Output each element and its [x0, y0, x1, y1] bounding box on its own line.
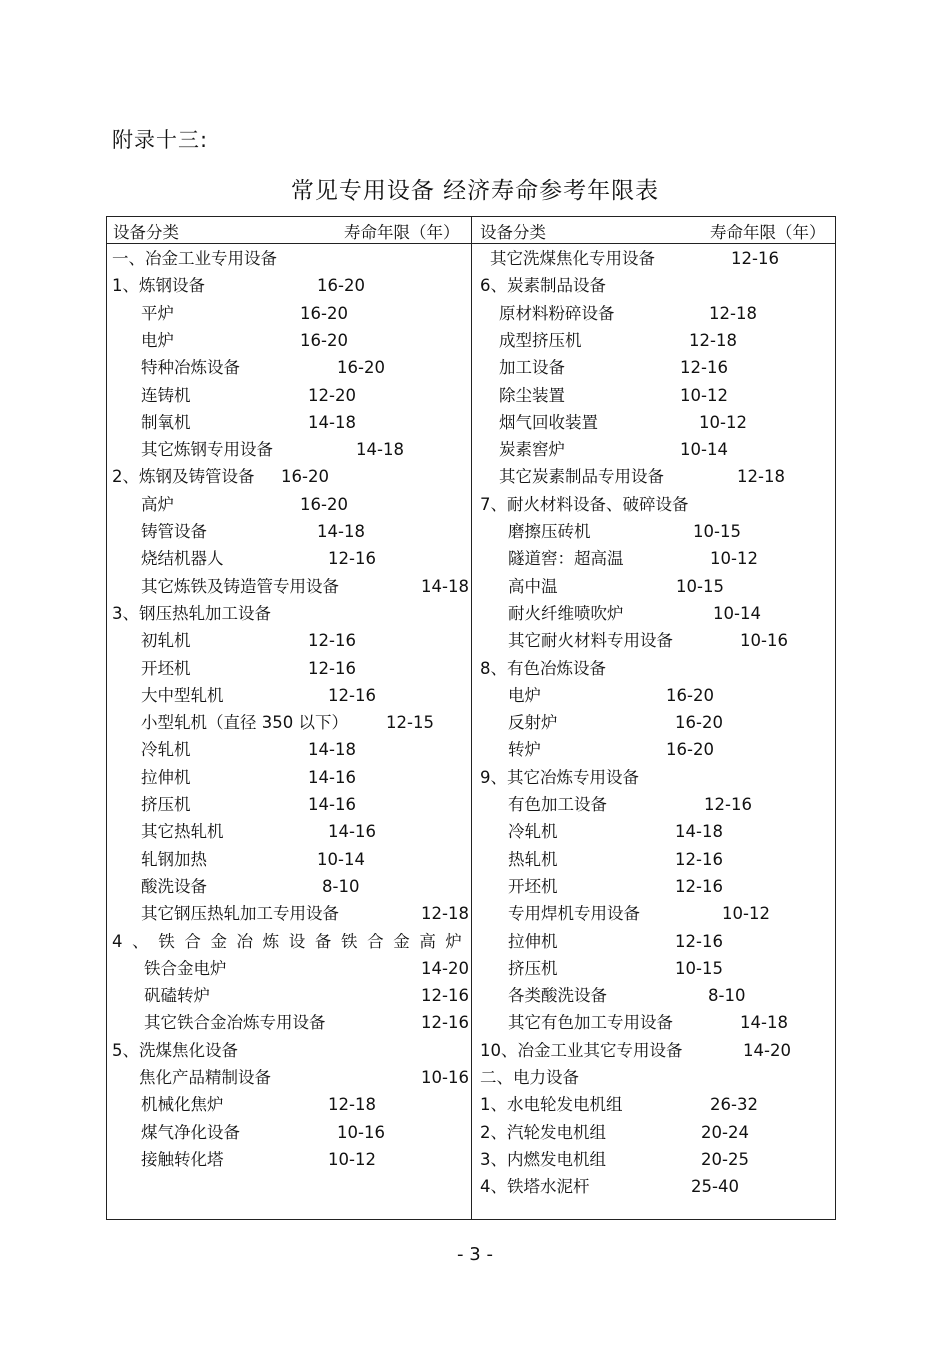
heading-char: 铁 — [158, 931, 175, 951]
life-years: 14-18 — [308, 412, 356, 432]
equipment-category: 酸洗设备 — [141, 876, 207, 896]
heading-char: 冶 — [236, 931, 254, 951]
heading-char: 合 — [184, 931, 201, 951]
equipment-category: 3、钢压热轧加工设备 — [112, 603, 271, 623]
equipment-category: 其它炼铁及铸造管专用设备 — [141, 576, 339, 596]
heading-char: 金 — [393, 931, 410, 951]
life-years: 16-20 — [281, 467, 329, 487]
equipment-category: 高中温 — [508, 576, 558, 596]
equipment-category: 电炉 — [508, 685, 541, 705]
life-years: 10-15 — [693, 522, 741, 541]
page-title: 常见专用设备 经济寿命参考年限表 — [290, 178, 660, 204]
equipment-category: 铁合金电炉 — [144, 958, 227, 978]
equipment-category: 烟气回收装置 — [499, 412, 598, 432]
life-years: 12-18 — [709, 303, 757, 323]
equipment-category: 平炉 — [141, 303, 174, 323]
life-years: 12-18 — [328, 1095, 376, 1115]
life-years: 16-20 — [337, 358, 385, 378]
life-years: 12-15 — [386, 713, 434, 733]
life-years: 10-14 — [680, 440, 728, 460]
equipment-category: 大中型轧机 — [141, 685, 224, 705]
equipment-category: 热轧机 — [508, 849, 558, 869]
life-years: 12-20 — [308, 385, 356, 405]
life-years: 14-16 — [328, 822, 376, 842]
equipment-category: 其它耐火材料专用设备 — [508, 631, 673, 651]
equipment-category: 炭素窖炉 — [499, 440, 565, 460]
heading-char: 合 — [367, 931, 384, 951]
life-years: 10-12 — [710, 549, 758, 569]
equipment-category: 反射炉 — [508, 713, 558, 733]
life-years: 14-18 — [421, 576, 469, 596]
life-years: 14-16 — [308, 767, 356, 787]
equipment-category: 机械化焦炉 — [141, 1095, 224, 1115]
equipment-category: 挤压机 — [141, 795, 191, 814]
life-years: 12-16 — [675, 849, 723, 869]
equipment-category: 其它炼钢专用设备 — [141, 440, 273, 460]
heading-char: 、 — [132, 931, 149, 951]
equipment-category: 挤压机 — [508, 958, 558, 978]
equipment-category: 其它有色加工专用设备 — [508, 1013, 673, 1033]
life-years: 12-16 — [421, 986, 469, 1006]
equipment-category: 6、炭素制品设备 — [480, 276, 606, 296]
equipment-category: 5、洗煤焦化设备 — [112, 1040, 238, 1060]
life-years: 16-20 — [300, 494, 348, 514]
equipment-category: 轧钢加热 — [141, 849, 207, 869]
life-years: 16-20 — [300, 330, 348, 350]
life-years: 14-18 — [740, 1013, 788, 1033]
life-years: 8-10 — [322, 876, 360, 896]
equipment-category: 焦化产品精制设备 — [139, 1068, 271, 1087]
equipment-category: 成型挤压机 — [499, 330, 582, 350]
appendix-label: 附录十三: — [112, 128, 209, 152]
heading-char: 4 — [112, 931, 123, 951]
equipment-category: 接触转化塔 — [141, 1149, 224, 1169]
life-years: 12-16 — [328, 685, 376, 705]
equipment-category: 磨擦压砖机 — [508, 522, 591, 541]
life-years: 10-12 — [699, 412, 747, 432]
life-years: 16-20 — [675, 713, 723, 733]
equipment-category: 其它钢压热轧加工专用设备 — [141, 904, 339, 924]
life-years: 12-18 — [737, 467, 785, 487]
left-header-years: 寿命年限（年） — [344, 223, 460, 242]
life-years: 10-16 — [337, 1122, 385, 1142]
life-years: 25-40 — [691, 1177, 739, 1197]
life-years: 12-18 — [689, 330, 737, 350]
heading-char: 炉 — [445, 931, 462, 951]
equipment-category: 电炉 — [141, 330, 174, 350]
heading-char: 设 — [288, 931, 306, 951]
life-years: 14-18 — [308, 740, 356, 760]
life-years: 10-16 — [421, 1068, 469, 1087]
life-years: 8-10 — [708, 986, 746, 1006]
equipment-category: 拉伸机 — [508, 931, 558, 951]
life-years: 14-18 — [675, 822, 723, 842]
equipment-category: 煤气净化设备 — [141, 1122, 240, 1142]
life-years: 12-16 — [308, 658, 356, 678]
life-years: 10-14 — [713, 603, 761, 623]
equipment-category: 初轧机 — [141, 631, 191, 651]
equipment-category: 10、冶金工业其它专用设备 — [480, 1040, 683, 1060]
equipment-category: 9、其它冶炼专用设备 — [480, 767, 639, 787]
equipment-category: 拉伸机 — [141, 767, 191, 787]
equipment-category: 矾磕转炉 — [144, 986, 210, 1006]
right-header-years: 寿命年限（年） — [710, 223, 826, 242]
equipment-category: 专用焊机专用设备 — [508, 904, 640, 924]
equipment-category: 小型轧机（直径 350 以下） — [141, 713, 348, 733]
life-years: 14-20 — [743, 1040, 791, 1060]
life-years: 10-15 — [676, 576, 724, 596]
equipment-category: 有色加工设备 — [508, 795, 607, 814]
equipment-category: 高炉 — [141, 494, 174, 514]
life-years: 10-12 — [722, 904, 770, 924]
heading-char: 金 — [210, 931, 227, 951]
life-years: 12-16 — [704, 795, 752, 814]
left-header-category: 设备分类 — [113, 223, 179, 242]
equipment-category: 耐火纤维喷吹炉 — [508, 603, 624, 623]
life-years: 12-16 — [680, 358, 728, 378]
life-years: 12-16 — [308, 631, 356, 651]
equipment-category: 其它洗煤焦化专用设备 — [490, 249, 655, 268]
equipment-category: 开坯机 — [508, 876, 558, 896]
equipment-category: 1、水电轮发电机组 — [480, 1095, 623, 1115]
equipment-category: 除尘装置 — [499, 385, 565, 405]
life-years: 10-12 — [328, 1149, 376, 1169]
life-years: 16-20 — [666, 685, 714, 705]
life-years: 16-20 — [317, 276, 365, 296]
life-years: 12-16 — [421, 1013, 469, 1033]
equipment-category: 冷轧机 — [141, 740, 191, 760]
equipment-category: 2、汽轮发电机组 — [480, 1122, 606, 1142]
equipment-category: 其它热轧机 — [141, 822, 224, 842]
equipment-category: 连铸机 — [141, 385, 191, 405]
equipment-category: 烧结机器人 — [141, 549, 224, 569]
life-years: 16-20 — [666, 740, 714, 760]
heading-char: 备 — [314, 931, 332, 951]
life-years: 10-12 — [680, 385, 728, 405]
equipment-category: 3、内燃发电机组 — [480, 1149, 606, 1169]
life-years: 20-25 — [701, 1149, 749, 1169]
equipment-category: 特种冶炼设备 — [141, 358, 240, 378]
life-years: 10-16 — [740, 631, 788, 651]
equipment-category: 各类酸洗设备 — [508, 986, 607, 1006]
life-years: 12-16 — [731, 249, 779, 268]
life-years: 10-15 — [675, 958, 723, 978]
equipment-category: 一、冶金工业专用设备 — [112, 249, 277, 268]
equipment-category: 制氧机 — [141, 412, 191, 432]
equipment-category: 4、铁塔水泥杆 — [480, 1177, 590, 1197]
equipment-category: 1、炼钢设备 — [112, 276, 205, 296]
life-years: 12-16 — [328, 549, 376, 569]
equipment-category: 冷轧机 — [508, 822, 558, 842]
equipment-category: 7、耐火材料设备、破碎设备 — [480, 494, 689, 514]
equipment-category: 其它炭素制品专用设备 — [499, 467, 664, 487]
equipment-category: 二、电力设备 — [480, 1068, 579, 1087]
life-years: 14-16 — [308, 795, 356, 814]
life-years: 12-16 — [675, 931, 723, 951]
life-years: 14-20 — [421, 958, 469, 978]
heading-char: 高 — [419, 931, 436, 951]
life-years: 10-14 — [317, 849, 365, 869]
right-header-category: 设备分类 — [480, 223, 546, 242]
equipment-category: 其它铁合金冶炼专用设备 — [144, 1013, 326, 1033]
life-years: 26-32 — [710, 1095, 758, 1115]
page-number: - 3 - — [457, 1244, 493, 1265]
equipment-category: 开坯机 — [141, 658, 191, 678]
equipment-category: 原材料粉碎设备 — [499, 303, 615, 323]
equipment-category: 隧道窖：超高温 — [508, 549, 624, 569]
life-years: 14-18 — [356, 440, 404, 460]
life-years: 14-18 — [317, 522, 365, 541]
heading-char: 炼 — [262, 931, 280, 951]
equipment-category: 8、有色冶炼设备 — [480, 658, 606, 678]
life-years: 12-18 — [421, 904, 469, 924]
equipment-category: 2、炼钢及铸管设备 — [112, 467, 255, 487]
equipment-category: 转炉 — [508, 740, 541, 760]
life-years: 12-16 — [675, 876, 723, 896]
life-years: 20-24 — [701, 1122, 749, 1142]
heading-char: 铁 — [340, 931, 358, 951]
equipment-category: 加工设备 — [499, 358, 565, 378]
equipment-category: 铸管设备 — [141, 522, 207, 541]
life-years: 16-20 — [300, 303, 348, 323]
